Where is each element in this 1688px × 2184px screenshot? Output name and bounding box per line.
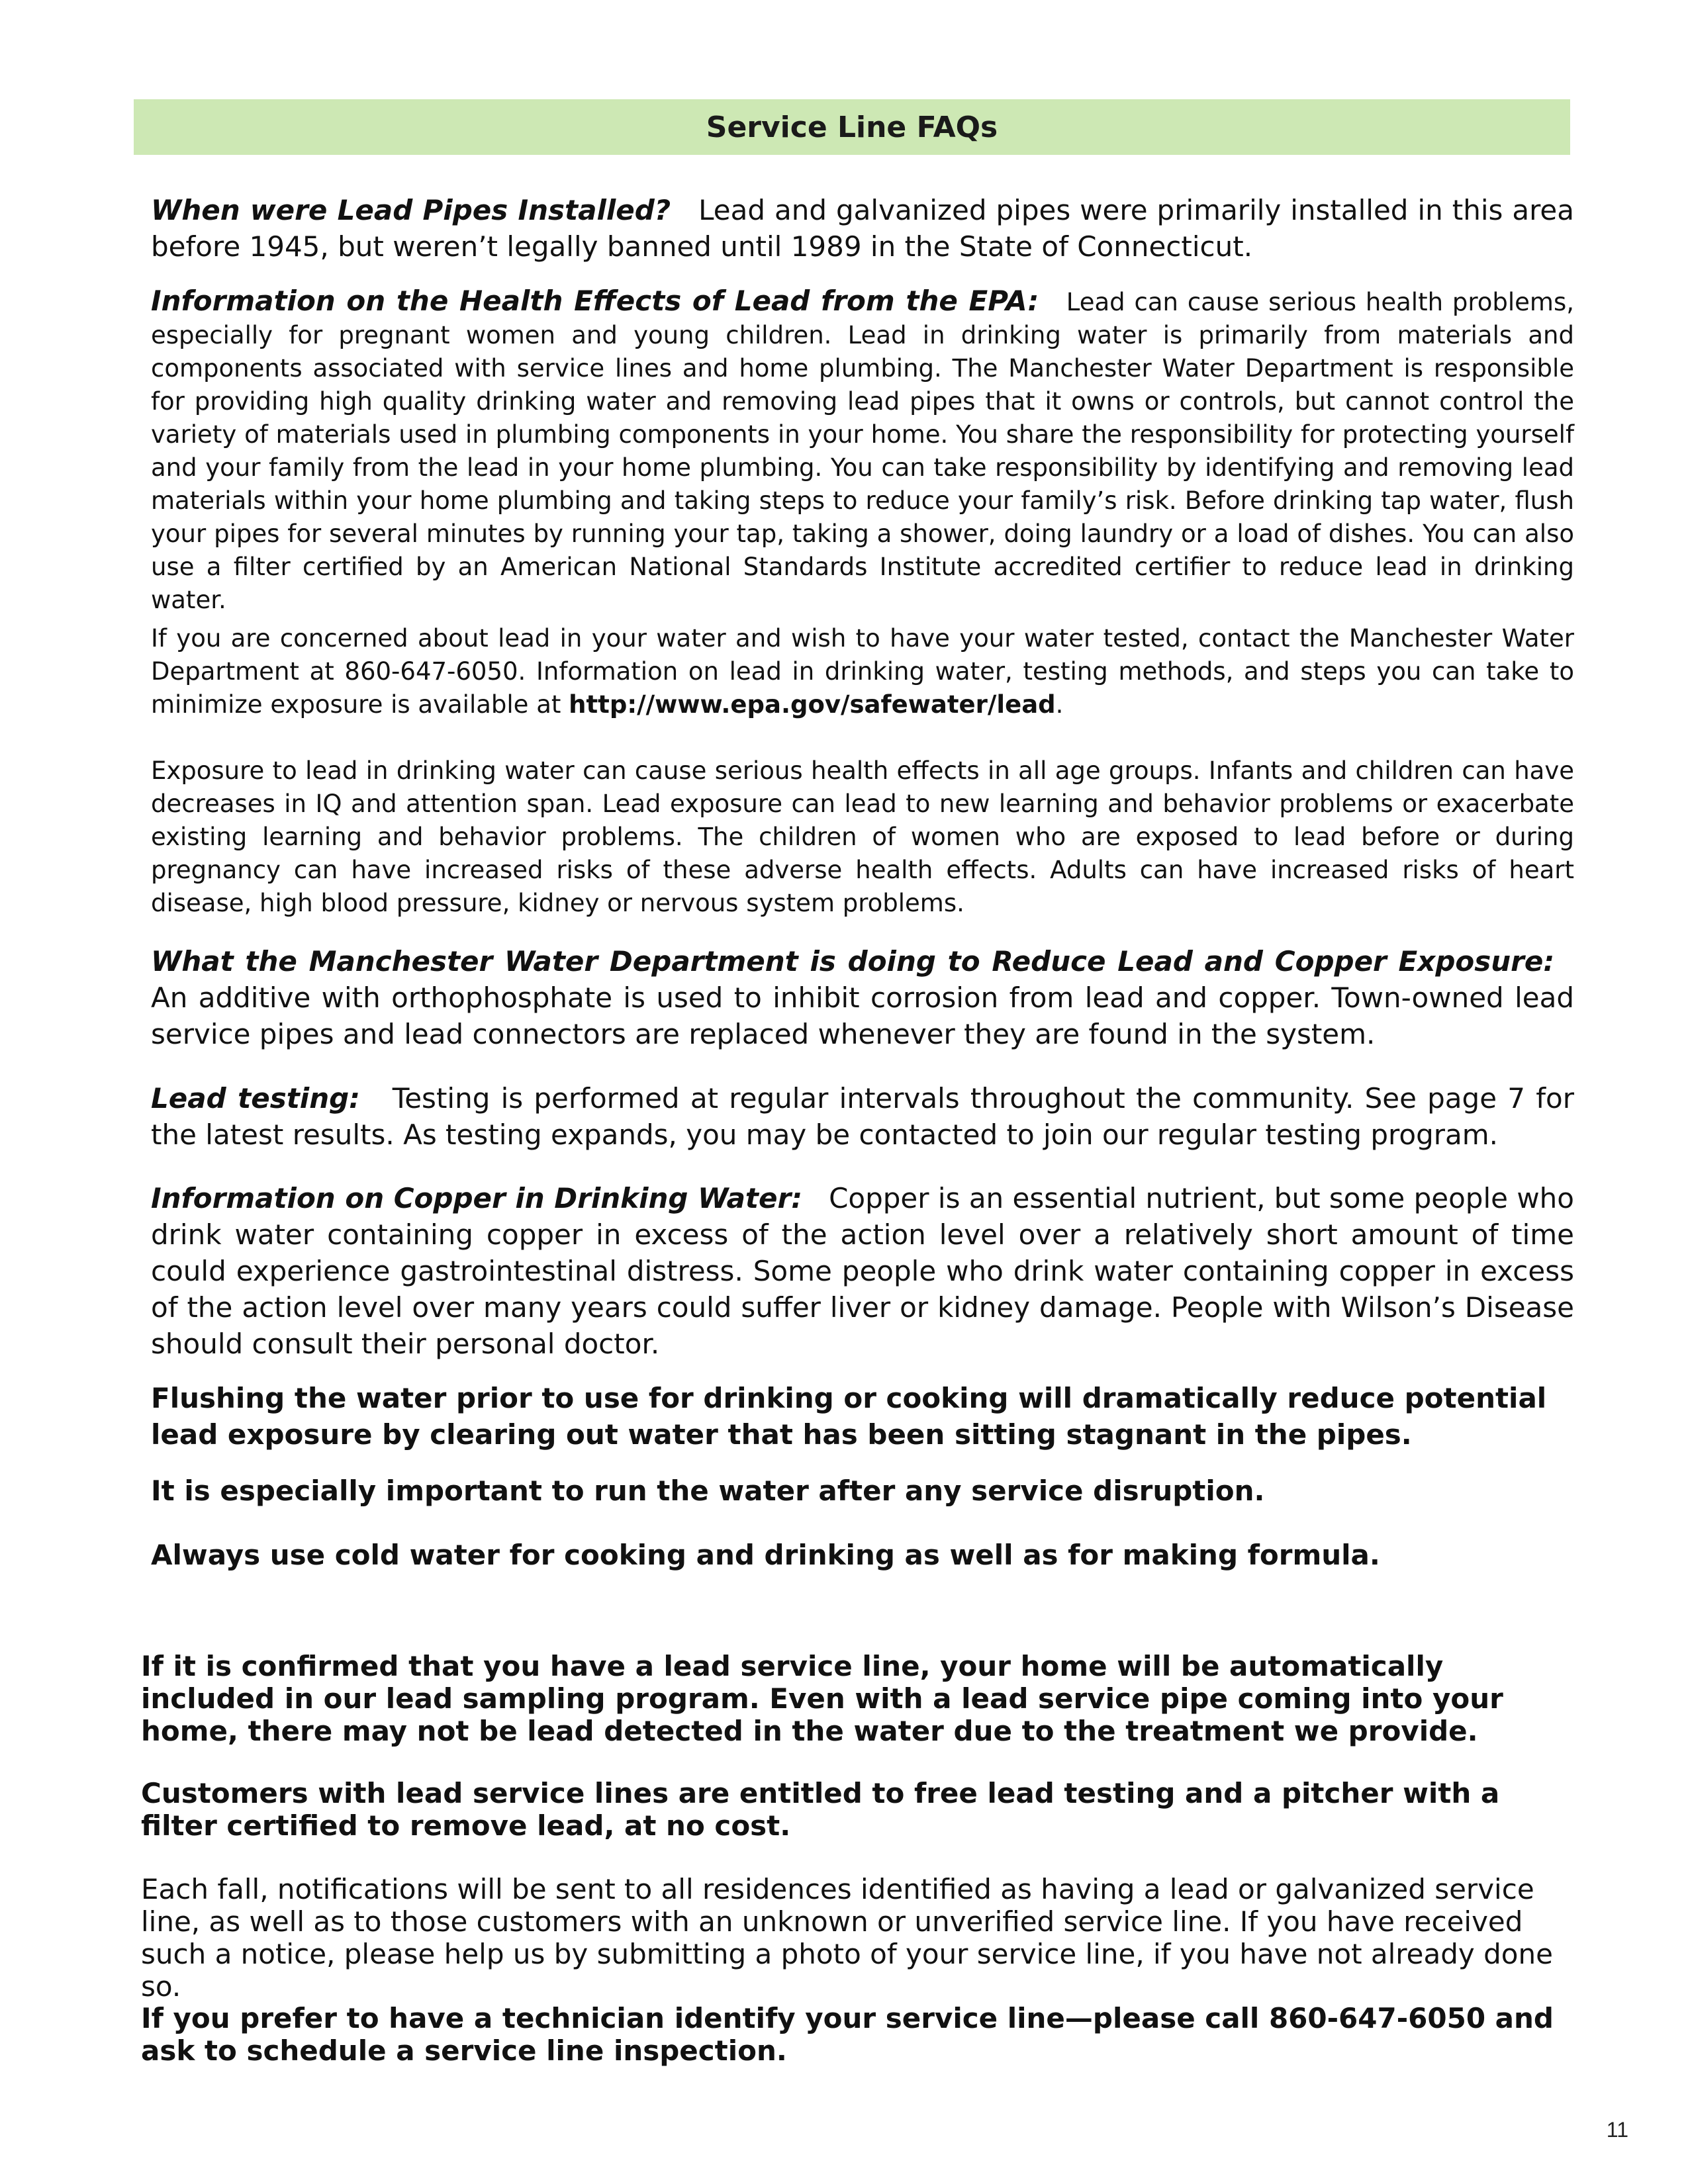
faq-question: When were Lead Pipes Installed?	[151, 194, 671, 226]
notice-lead-confirmed: If it is confirmed that you have a lead service line, your home will be automatically included in our lead sampling program. Even with a lead service pipe coming into your home, there may not be lead detected in the water due to the treatment we provide.	[141, 1650, 1503, 1747]
faq-question: What the Manchester Water Department is doing to Reduce Lead and Copper Exposure:	[151, 945, 1555, 978]
tip-cold-water: Always use cold water for cooking and drinking as well as for making formula.	[151, 1539, 1380, 1571]
concerned-text: If you are concerned about lead in your water and wish to have your water tested, contact the Manchester Water Department at 860-647-6050. Information on lead in drinking water, testing methods, and steps you can take to minimize exposure is available at	[151, 624, 1574, 719]
tip-service-disruption: It is especially important to run the water after any service disruption.	[151, 1475, 1265, 1507]
epa-link[interactable]: http://www.epa.gov/safewater/lead	[569, 690, 1056, 719]
faq-answer: Copper is an essential nutrient, but some people who drink water containing copper in excess of the action level over a relatively short amount of time could experience gastrointestinal distress. Some people who drink water containing copper in excess of the action level over many years could suffer liver or kidney damage. People with Wilson’s Disease should consult their personal doctor.	[151, 1182, 1574, 1360]
notice-free-testing: Customers with lead service lines are entitled to free lead testing and a pitcher with a filter certified to remove lead, at no cost.	[141, 1777, 1500, 1842]
notice-technician: If you prefer to have a technician identify your service line—please call 860-647-6050 and ask to schedule a service line inspection.	[141, 2002, 1554, 2067]
faq-reduce-exposure	[151, 943, 1574, 1052]
page-title: Service Line FAQs	[706, 110, 998, 144]
exposure-text: Exposure to lead in drinking water can cause serious health effects in all age groups. Infants and children can have decreases in IQ and attention span. Lead exposure can lead to new learning and behavior problems or exacerbate existing learning and behavior problems. The children of women who are exposed to lead before or during pregnancy can have increased risks of these adverse health effects. Adults can have increased risks of heart disease, high blood pressure, kidney or nervous system problems.	[151, 756, 1574, 917]
faq-health-effects	[151, 285, 1574, 617]
faq-answer: An additive with orthophosphate is used to inhibit corrosion from lead and copper. Town-owned lead service pipes and lead connectors are replaced whenever they are found in the system.	[151, 981, 1574, 1050]
faq-copper	[151, 1180, 1574, 1362]
faq-answer: Testing is performed at regular intervals throughout the community. See page 7 for the latest results. As testing expands, you may be contacted to join our regular testing program.	[151, 1082, 1574, 1151]
page-number: 11	[1606, 2118, 1628, 2142]
faq-question: Information on Copper in Drinking Water:	[151, 1182, 802, 1214]
faq-question: Information on the Health Effects of Lead from the EPA:	[151, 285, 1039, 317]
exposure-paragraph	[151, 754, 1574, 920]
faq-answer: Lead and galvanized pipes were primarily installed in this area before 1945, but weren’t legally banned until 1989 in the State of Connecticut.	[151, 194, 1575, 263]
concerned-paragraph	[151, 622, 1574, 721]
faq-lead-testing	[151, 1080, 1574, 1153]
faq-answer: Lead can cause serious health problems, especially for pregnant women and young children. Lead in drinking water is primarily from materials and components associated with service lines and home plumbing. The Manchester Water Department is responsible for providing high quality drinking water and removing lead pipes that it owns or controls, but cannot control the variety of materials used in plumbing components in your home. You share the responsibility for protecting yourself and your family from the lead in your home plumbing. You can take responsibility by identifying and removing lead materials within your home plumbing and taking steps to reduce your family’s risk. Before drinking tap water, flush your pipes for several minutes by running your tap, taking a shower, doing laundry or a load of dishes. You can also use a filter certified by an American National Standards Institute accredited certifier to reduce lead in drinking water.	[151, 288, 1574, 614]
notice-each-fall: Each fall, notifications will be sent to all residences identified as having a lead or galvanized service line, as well as to those customers with an unknown or unverified service line. If you have received such a notice, please help us by submitting a photo of your service line, if you have not already done so.	[141, 1873, 1553, 2003]
faq-question: Lead testing:	[151, 1082, 360, 1115]
faq-lead-pipes-installed	[151, 192, 1574, 265]
concerned-end: .	[1055, 690, 1064, 719]
tip-flushing: Flushing the water prior to use for drinking or cooking will dramatically reduce potential lead exposure by clearing out water that has been sitting stagnant in the pipes.	[151, 1382, 1547, 1451]
section-header-bar	[134, 99, 1570, 155]
